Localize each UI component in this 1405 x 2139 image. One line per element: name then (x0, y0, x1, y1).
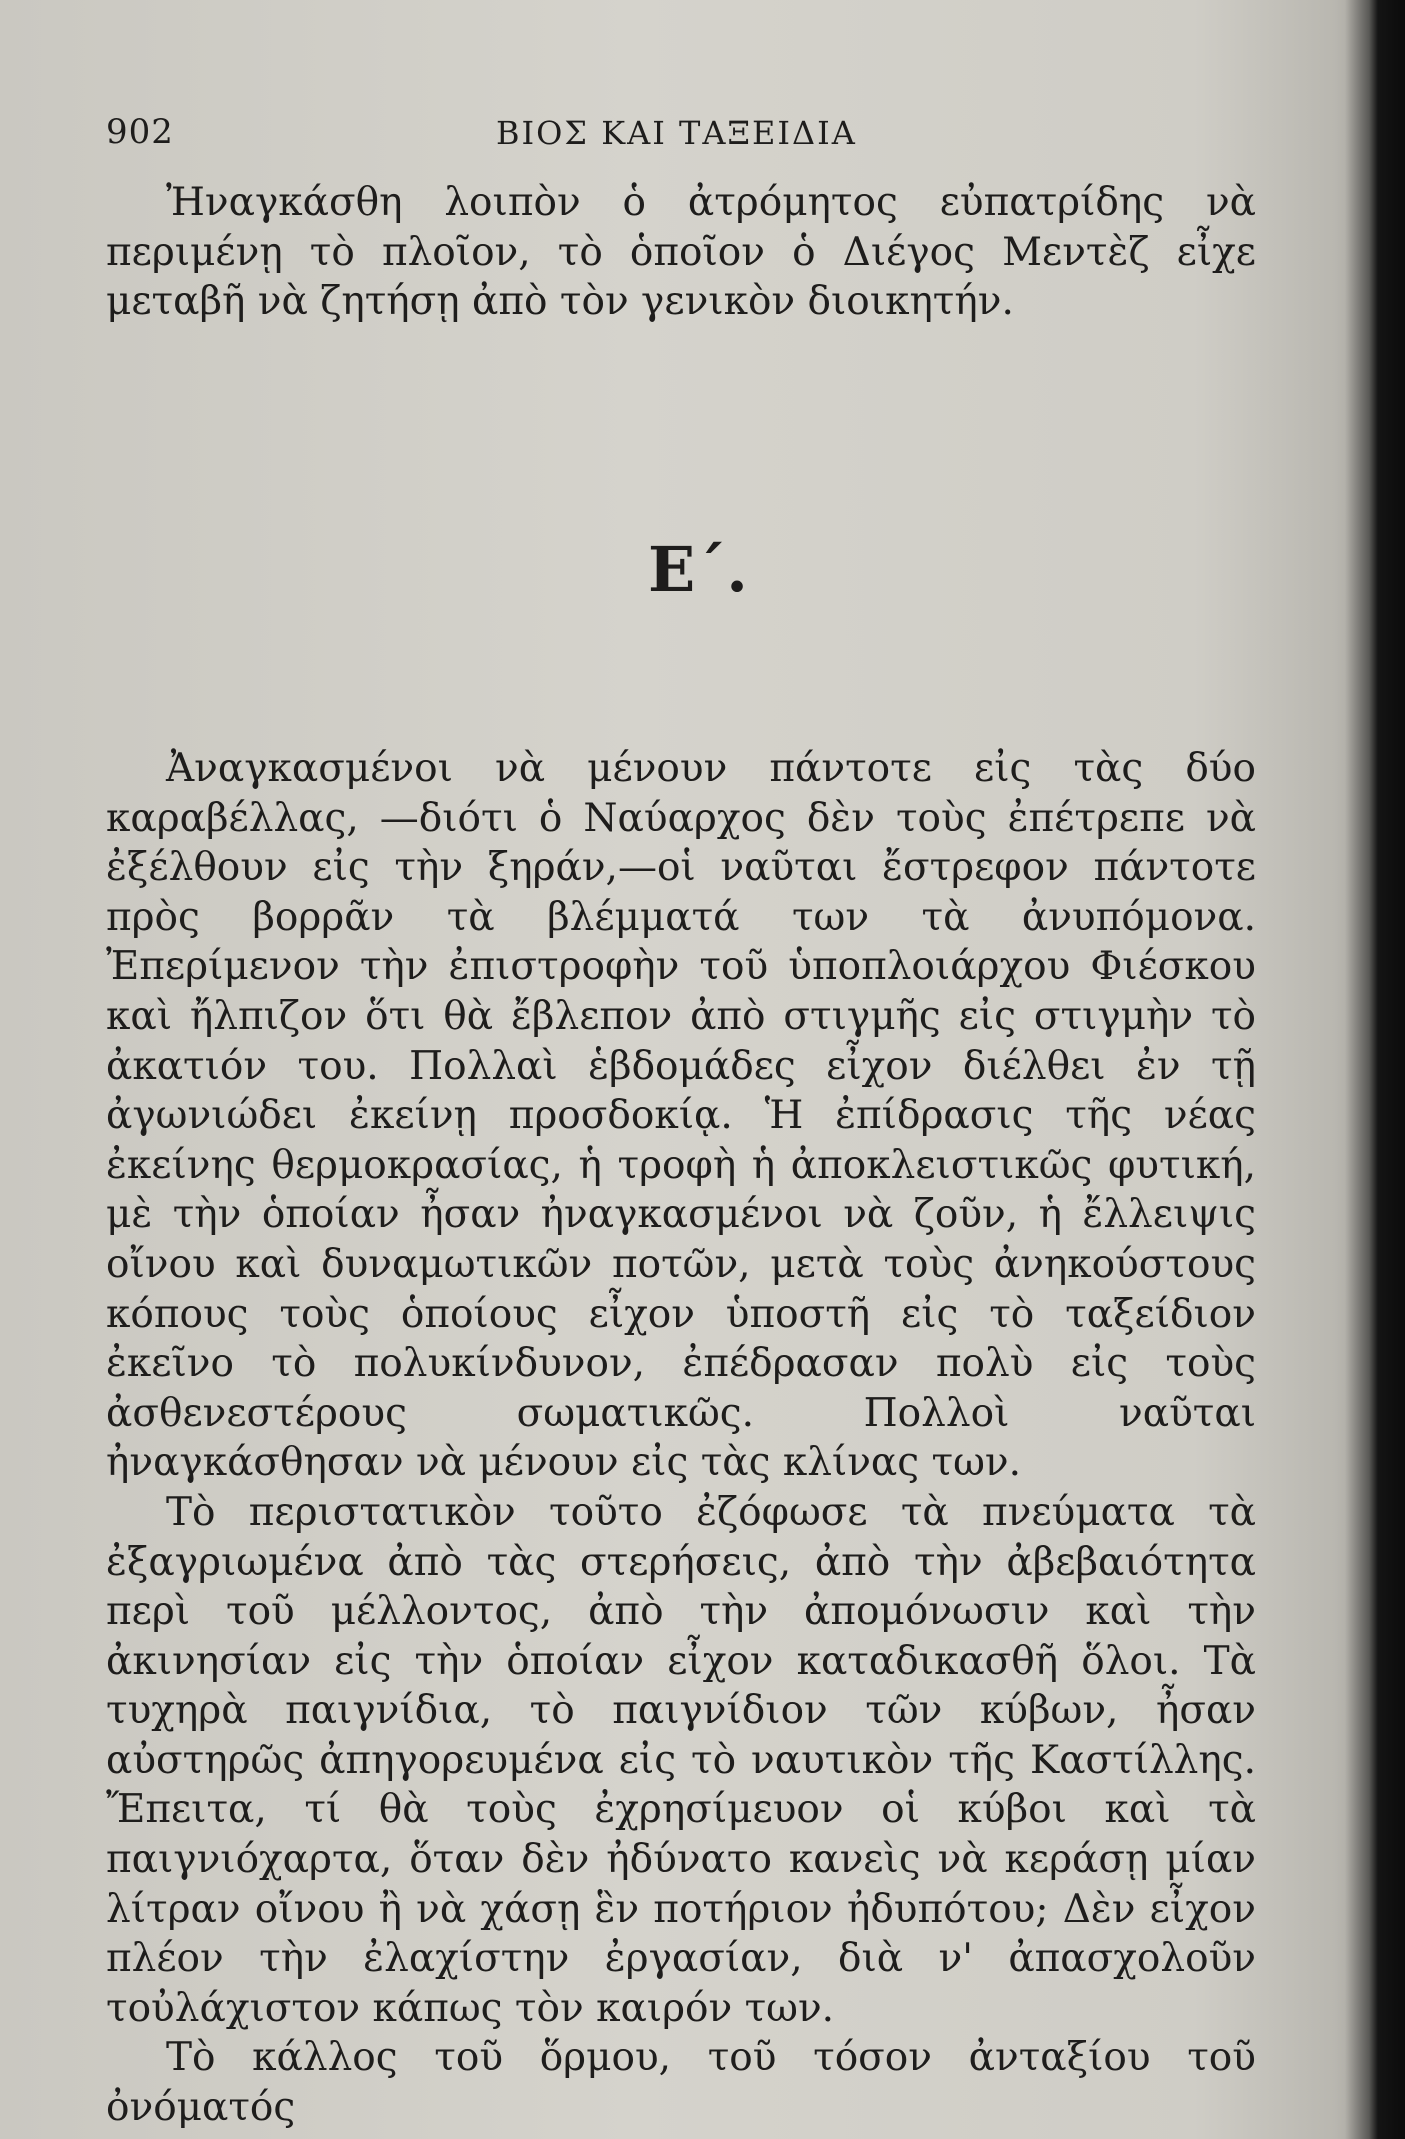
book-title: ΒΙΟΣ ΚΑΙ ΤΑΞΕΙΔΙΑ (496, 114, 857, 152)
main-text (106, 744, 1256, 2133)
paragraph: Ἀναγκασμένοι νὰ μένουν πάντοτε εἰς τὰς δύο καραβέλλας, —διότι ὁ Ναύαρχος δὲν τοὺς ἐπέτρεπε νὰ ἐξέλθουν εἰς τὴν ξηράν,—οἱ ναῦται ἔστρεφον πάντοτε πρὸς βορρᾶν τὰ βλέμματά των τὰ ἀνυπόμονα. Ἐπερίμενον τὴν ἐπιστροφὴν τοῦ ὑποπλοιάρχου Φιέσκου καὶ ἤλπιζον ὅτι θὰ ἔβλεπον ἀπὸ στιγμῆς εἰς στιγμὴν τὸ ἀκατιόν του. Πολλαὶ ἑβδομάδες εἶχον διέλθει ἐν τῇ ἀγωνιώδει ἐκείνῃ προσδοκίᾳ. Ἡ ἐπίδρασις τῆς νέας ἐκείνης θερμοκρασίας, ἡ τροφὴ ἡ ἀποκλειστικῶς φυτική, μὲ τὴν ὁποίαν ἦσαν ἠναγκασμένοι νὰ ζοῦν, ἡ ἔλλειψις οἴνου καὶ δυναμωτικῶν ποτῶν, μετὰ τοὺς ἀνηκούστους κόπους τοὺς ὁποίους εἶχον ὑποστῆ εἰς τὸ ταξείδιον ἐκεῖνο τὸ πολυκίνδυνον, ἐπέδρασαν πολὺ εἰς τοὺς ἀσθενεστέρους σωματικῶς. Πολλοὶ ναῦται ἠναγκάσθησαν νὰ μένουν εἰς τὰς κλίνας των. (106, 746, 1256, 1486)
book-binding-shadow (1345, 0, 1405, 2139)
paragraph: Τὸ κάλλος τοῦ ὅρμου, τοῦ τόσον ἀνταξίου τοῦ ὀνόματός (106, 2035, 1256, 2131)
section-heading: Ε΄. (648, 533, 748, 606)
running-header (106, 112, 1246, 162)
page-number: 902 (106, 112, 174, 152)
intro-paragraph: Ἠναγκάσθη λοιπὸν ὁ ἀτρόμητος εὐπατρίδης νὰ περιμένῃ τὸ πλοῖον, τὸ ὁποῖον ὁ Διέγος Μεντὲζ εἶχε μεταβῆ νὰ ζητήσῃ ἀπὸ τὸν γενικὸν διοικητήν. (106, 180, 1256, 325)
paragraph: Τὸ περιστατικὸν τοῦτο ἐζόφωσε τὰ πνεύματα τὰ ἐξαγριωμένα ἀπὸ τὰς στερήσεις, ἀπὸ τὴν ἀβεβαιότητα περὶ τοῦ μέλλοντος, ἀπὸ τὴν ἀπομόνωσιν καὶ τὴν ἀκινησίαν εἰς τὴν ὁποίαν εἶχον καταδικασθῆ ὅλοι. Τὰ τυχηρὰ παιγνίδια, τὸ παιγνίδιον τῶν κύβων, ἦσαν αὐστηρῶς ἀπηγορευμένα εἰς τὸ ναυτικὸν τῆς Καστίλλης. Ἔπειτα, τί θὰ τοὺς ἐχρησίμευον οἱ κύβοι καὶ τὰ παιγνιόχαρτα, ὅταν δὲν ἠδύνατο κανεὶς νὰ κεράσῃ μίαν λίτραν οἴνου ἢ νὰ χάσῃ ἓν ποτήριον ἠδυπότου; Δὲν εἶχον πλέον τὴν ἐλαχίστην ἐργασίαν, διὰ ν' ἀπασχολοῦν τοὐλάχιστον κάπως τὸν καιρόν των. (106, 1489, 1256, 2031)
intro-text (106, 178, 1256, 327)
